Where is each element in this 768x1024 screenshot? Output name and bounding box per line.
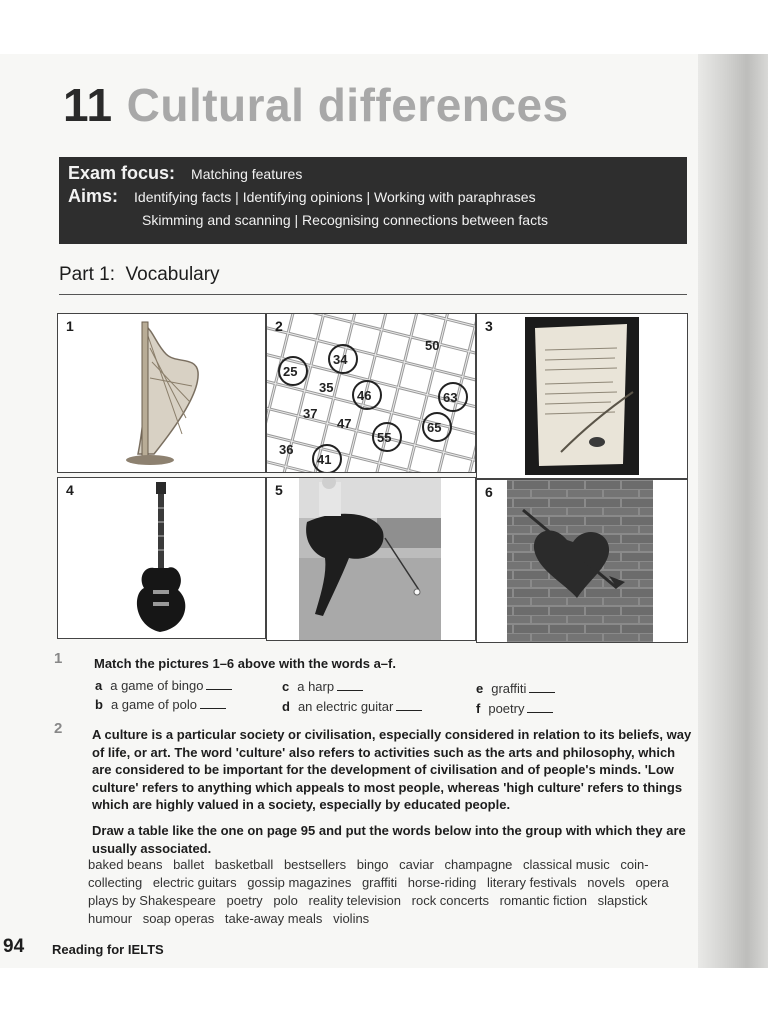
word-item: electric guitars: [152, 875, 237, 890]
unit-number: 11: [63, 79, 113, 131]
option-e: [476, 681, 555, 696]
picture-3-poetry: [476, 313, 688, 479]
answer-blank[interactable]: [337, 680, 363, 691]
word-item: violins: [333, 911, 370, 926]
exercise-1-instruction: Match the pictures 1–6 above with the words a–f.: [94, 656, 396, 671]
picture-number: 6: [485, 484, 493, 500]
option-letter: e: [476, 681, 484, 696]
word-item: graffiti: [361, 875, 398, 890]
option-text: poetry: [488, 701, 525, 716]
word-item: polo: [273, 893, 298, 908]
bingo-number: 50: [425, 338, 440, 353]
bingo-number: 36: [279, 442, 294, 457]
aims-line-1: Identifying facts | Identifying opinions | Working with paraphrases: [134, 189, 536, 205]
part-heading: [59, 264, 687, 295]
option-letter: a: [95, 678, 103, 693]
word-item: novels: [587, 875, 625, 890]
word-item: basketball: [214, 857, 274, 872]
part-label: Part 1:: [59, 264, 115, 285]
bingo-number: 34: [333, 352, 348, 367]
graffiti-wall-image: [477, 480, 687, 642]
picture-number: 2: [275, 318, 283, 334]
bingo-number: 55: [377, 430, 392, 445]
picture-number: 5: [275, 482, 283, 498]
bingo-card-image: [267, 314, 475, 472]
bingo-number: 25: [283, 364, 298, 379]
harp-image: [58, 314, 265, 472]
option-letter: c: [282, 679, 290, 694]
bingo-number: 35: [319, 380, 334, 395]
picture-number: 4: [66, 482, 74, 498]
bingo-number: 65: [427, 420, 442, 435]
option-text: a game of bingo: [110, 678, 204, 693]
picture-1-harp: [57, 313, 266, 473]
option-f: [476, 701, 553, 716]
option-letter: b: [95, 697, 103, 712]
page-number: 94: [3, 936, 25, 957]
option-b: [95, 697, 226, 712]
word-list: [88, 856, 688, 928]
aims-row: [68, 186, 536, 207]
bingo-number: 37: [303, 406, 318, 421]
option-d: [282, 699, 422, 714]
word-item: horse-riding: [407, 875, 477, 890]
word-item: romantic fiction: [499, 893, 587, 908]
unit-name: Cultural differences: [126, 79, 569, 131]
exercise-2-number: 2: [54, 720, 63, 737]
word-item: classical music: [523, 857, 610, 872]
aims-line-2: Skimming and scanning | Recognising connections between facts: [142, 212, 548, 228]
option-text: graffiti: [491, 681, 527, 696]
word-item: bestsellers: [283, 857, 347, 872]
exam-focus-row: [68, 163, 302, 184]
bingo-number: 63: [443, 390, 458, 405]
word-item: poetry: [226, 893, 263, 908]
option-c: [282, 679, 363, 694]
picture-6-graffiti: [476, 479, 688, 643]
word-item: ballet: [173, 857, 205, 872]
word-item: gossip magazines: [247, 875, 352, 890]
word-item: coin-collecting: [88, 857, 649, 890]
word-item: baked beans: [88, 857, 163, 872]
option-text: an electric guitar: [297, 699, 394, 714]
word-item: slapstick humour: [88, 893, 648, 926]
culture-definition-paragraph: A culture is a particular society or civilisation, especially considered in relation to its beliefs, way of life, or art. The word 'culture' also refers to activities such as the arts and philosophy, which are considered to be important for the development of civilisation and of people's minds. 'Low culture' refers to anything which appeals to most people, whereas 'high culture' refers to things which are highly valued in a society, especially by educated people.: [92, 727, 692, 812]
word-item: caviar: [399, 857, 434, 872]
exam-focus-box: [59, 157, 687, 244]
book-spine-shadow: [698, 54, 768, 968]
quill-scroll-image: [477, 314, 687, 478]
bingo-number: 41: [317, 452, 332, 467]
bingo-number: 46: [357, 388, 372, 403]
word-item: reality television: [308, 893, 402, 908]
option-a: [95, 678, 232, 693]
answer-blank[interactable]: [396, 700, 422, 711]
word-item: champagne: [444, 857, 513, 872]
answer-blank[interactable]: [527, 702, 553, 713]
word-item: opera: [635, 875, 669, 890]
bingo-number: 47: [337, 416, 352, 431]
picture-5-polo: [266, 477, 476, 641]
part-title: Vocabulary: [125, 264, 220, 285]
option-letter: f: [476, 701, 481, 716]
book-title: Reading for IELTS: [52, 942, 164, 957]
unit-title: [63, 78, 569, 132]
exercise-2-instruction: Draw a table like the one on page 95 and put the words below into the group with which they are usually associated.: [92, 823, 686, 856]
answer-blank[interactable]: [200, 698, 226, 709]
picture-number: 3: [485, 318, 493, 334]
scan-bottom-margin: [0, 968, 768, 1024]
polo-player-image: [267, 478, 475, 640]
exercise-1-number: 1: [54, 650, 63, 667]
word-item: soap operas: [142, 911, 215, 926]
exam-focus-label: Exam focus:: [68, 163, 176, 183]
answer-blank[interactable]: [529, 682, 555, 693]
word-item: rock concerts: [411, 893, 489, 908]
word-item: bingo: [356, 857, 389, 872]
word-item: literary festivals: [487, 875, 577, 890]
electric-guitar-image: [58, 478, 265, 638]
option-text: a harp: [297, 679, 335, 694]
option-letter: d: [282, 699, 290, 714]
answer-blank[interactable]: [206, 679, 232, 690]
exam-focus-value: Matching features: [191, 166, 303, 182]
picture-4-guitar: [57, 477, 266, 639]
word-item: take-away meals: [224, 911, 323, 926]
scan-top-margin: [0, 0, 768, 54]
aims-label: Aims:: [68, 186, 119, 206]
option-text: a game of polo: [110, 697, 197, 712]
picture-number: 1: [66, 318, 74, 334]
picture-2-bingo: [266, 313, 476, 473]
word-item: plays by Shakespeare: [88, 893, 216, 908]
